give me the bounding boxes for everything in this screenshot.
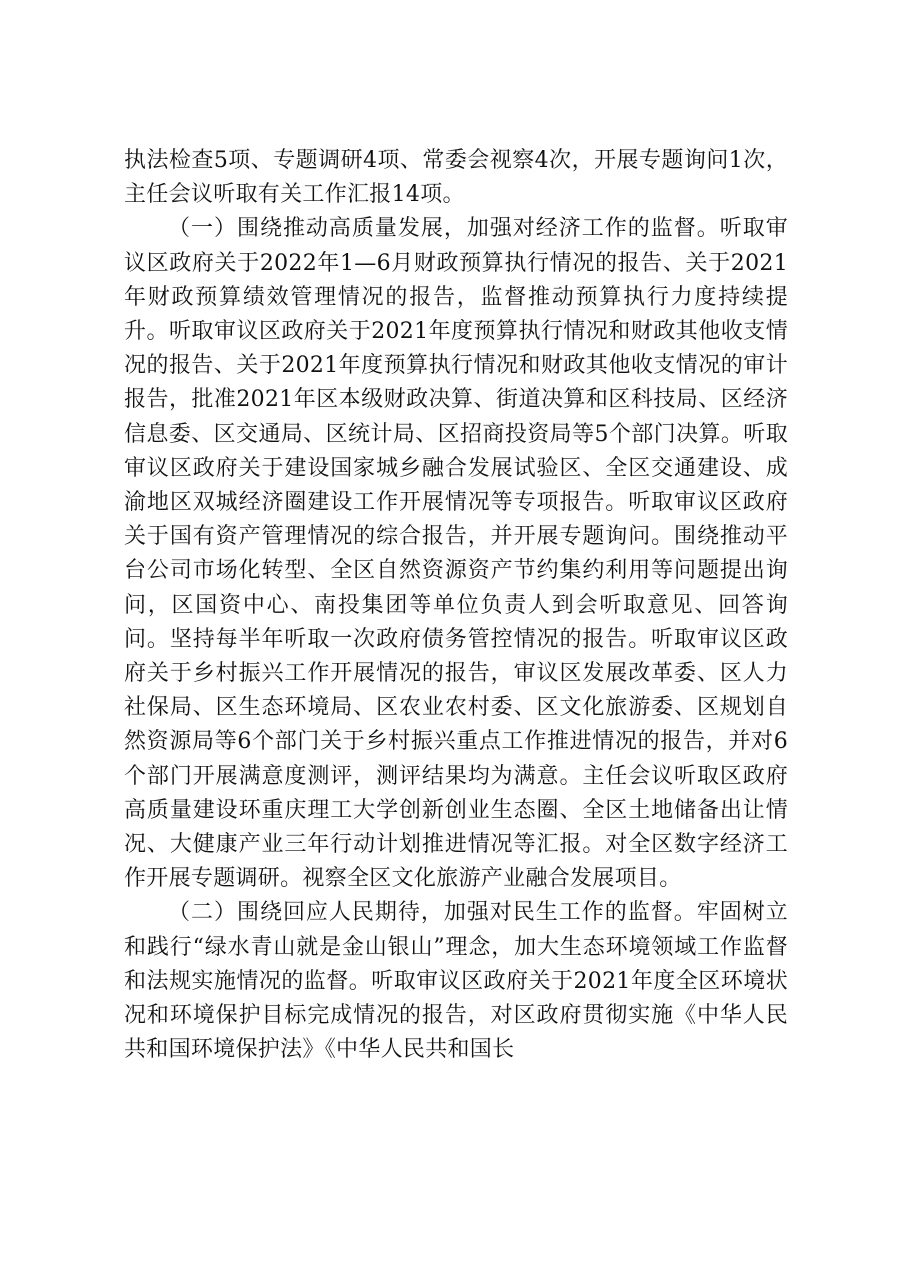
paragraph-continuation: 执法检查5项、专题调研4项、常委会视察4次，开展专题询问1次，主任会议听取有关工作汇报14项。 <box>124 148 788 208</box>
paragraph-livelihood-oversight: （二）围绕回应人民期待，加强对民生工作的监督。牢固树立和践行“绿水青山就是金山银山”理念，加大生态环境领域工作监督和法规实施情况的监督。听取审议区政府关于2021年度全区环境状况和环境保护目标完成情况的报告，对区政府贯彻实施《中华人民共和国环境保护法》《中华人民共和国长 <box>124 900 788 1063</box>
paragraph-economic-oversight: （一）围绕推动高质量发展，加强对经济工作的监督。听取审议区政府关于2022年1—6月财政预算执行情况的报告、关于2021年财政预算绩效管理情况的报告，监督推动预算执行力度持续提升。听取审议区政府关于2021年度预算执行情况和财政其他收支情况的报告、关于2021年度预算执行情况和财政其他收支情况的审计报告，批准2021年区本级财政决算、街道决算和区科技局、区经济信息委、区交通局、区统计局、区招商投资局等5个部门决算。听取审议区政府关于建设国家城乡融合发展试验区、全区交通建设、成渝地区双城经济圈建设工作开展情况等专项报告。听取审议区政府关于国有资产管理情况的综合报告，并开展专题询问。围绕推动平台公司市场化转型、全区自然资源资产节约集约利用等问题提出询问，区国资中心、南投集团等单位负责人到会听取意见、回答询问。坚持每半年听取一次政府债务管控情况的报告。听取审议区政府关于乡村振兴工作开展情况的报告，审议区发展改革委、区人力社保局、区生态环境局、区农业农村委、区文化旅游委、区规划自然资源局等6个部门关于乡村振兴重点工作推进情况的报告，并对6个部门开展满意度测评，测评结果均为满意。主任会议听取区政府高质量建设环重庆理工大学创新创业生态圈、全区土地储备出让情况、大健康产业三年行动计划推进情况等汇报。对全区数字经济工作开展专题调研。视察全区文化旅游产业融合发展项目。 <box>124 216 788 892</box>
document-page <box>124 144 788 1067</box>
